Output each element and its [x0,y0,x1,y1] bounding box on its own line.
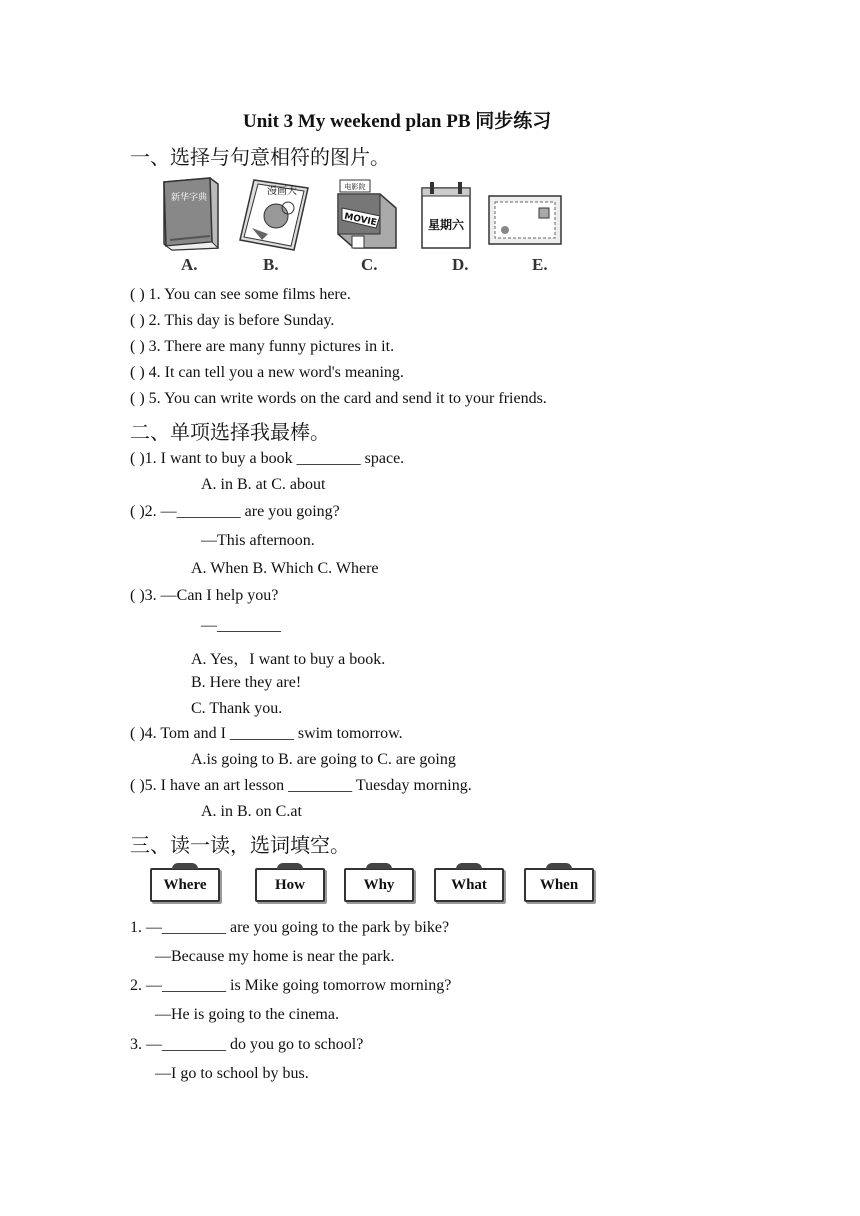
question-1: ( )1. I want to buy a book ________ space. [130,450,405,467]
matching-item-3: ( ) 3. There are many funny pictures in it. [130,338,395,355]
question-3: ( )3. —Can I help you? [130,587,279,604]
fill-question-3: 3. —________ do you go to school? [130,1036,364,1053]
dictionary-icon [158,176,222,257]
word-card-when: When [524,868,594,902]
picture-label-e: E. [532,255,548,274]
matching-item-2: ( ) 2. This day is before Sunday. [130,312,335,329]
question-2: ( )2. —________ are you going? [130,503,340,520]
cinema-icon [334,178,400,257]
picture-label-c: C. [361,255,378,274]
matching-item-1: ( ) 1. You can see some films here. [130,286,351,303]
fill-question-2: 2. —________ is Mike going tomorrow morning? [130,977,452,994]
fill-question-1: 1. —________ are you going to the park by bike? [130,919,450,936]
postcard-icon [487,194,563,251]
section-1-heading: 一、选择与句意相符的图片。 [130,147,390,169]
page-title: Unit 3 My weekend plan PB 同步练习 [243,111,552,132]
question-3-option-a: A. Yes，I want to buy a book. [191,651,386,668]
question-2-answer: —This afternoon. [201,532,315,549]
matching-item-4: ( ) 4. It can tell you a new word's meaning. [130,364,404,381]
question-3-answer: —________ [201,617,281,634]
calendar-icon [420,180,472,255]
question-3-option-c: C. Thank you. [191,700,283,717]
matching-item-5: ( ) 5. You can write words on the card and send it to your friends. [130,390,547,407]
question-1-options: A. in B. at C. about [201,476,326,493]
word-card-why: Why [344,868,414,902]
section-2-heading: 二、单项选择我最棒。 [130,422,330,444]
word-card-where: Where [150,868,220,902]
svg-text:星期六: 星期六 [427,218,465,232]
question-4: ( )4. Tom and I ________ swim tomorrow. [130,725,403,742]
svg-text:MOVIE: MOVIE [343,211,378,229]
picture-label-b: B. [263,255,279,274]
svg-text:电影院: 电影院 [344,183,366,191]
question-4-options: A.is going to B. are going to C. are going [191,751,456,768]
question-2-options: A. When B. Which C. Where [191,560,379,577]
question-3-option-b: B. Here they are! [191,674,302,691]
svg-text:新华字典: 新华字典 [170,193,208,203]
word-card-how: How [255,868,325,902]
picture-label-a: A. [181,255,198,274]
picture-label-d: D. [452,255,469,274]
fill-answer-3: —I go to school by bus. [155,1065,309,1082]
svg-text:漫画大: 漫画大 [267,186,297,197]
comic-book-icon [238,178,310,257]
fill-answer-1: —Because my home is near the park. [155,948,395,965]
section-3-heading: 三、读一读，选词填空。 [130,835,350,857]
fill-answer-2: —He is going to the cinema. [155,1006,339,1023]
question-5-options: A. in B. on C.at [201,803,302,820]
word-card-what: What [434,868,504,902]
question-5: ( )5. I have an art lesson ________ Tuesday morning. [130,777,472,794]
